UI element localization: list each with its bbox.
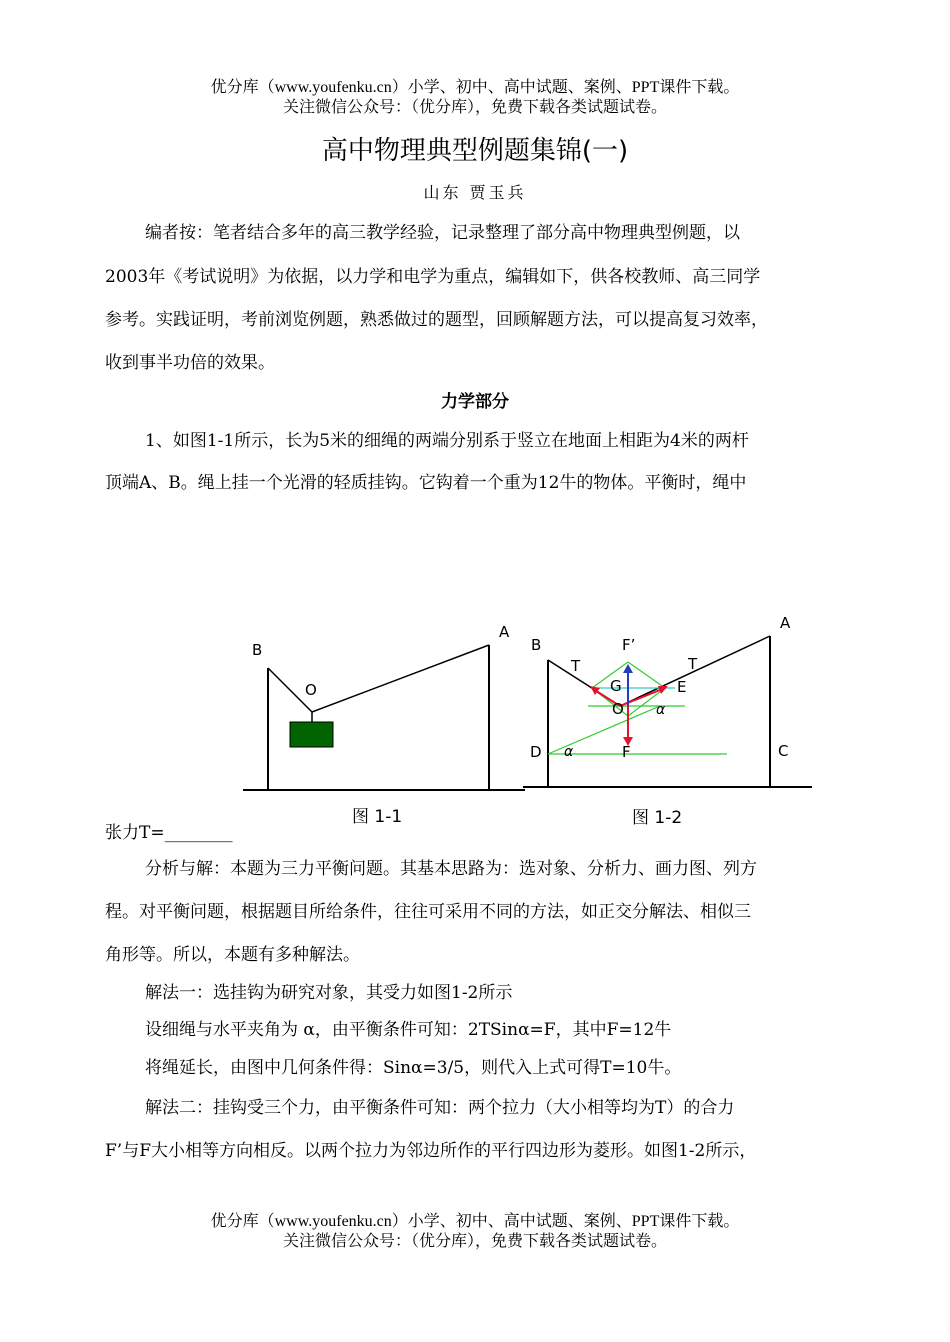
label-O: O [612,700,624,718]
figure-1-1-caption: 图 1-1 [352,807,403,827]
label-E: E [677,678,687,696]
label-C: C [778,742,789,760]
analysis-line: 角形等。所以，本题有多种解法。 [105,945,360,965]
analysis-line: 设细绳与水平夹角为 α，由平衡条件可知：2TSinα=F，其中F=12牛 [145,1020,672,1040]
figure-1-1 [243,623,525,827]
label-B: B [252,641,263,659]
label-T-left: T [571,657,581,675]
analysis-line: 程。对平衡问题，根据题目所给条件，往往可采用不同的方法，如正交分解法、相似三 [105,902,751,922]
figure-1-2-caption: 图 1-2 [632,808,683,828]
label-alpha: α [656,702,666,718]
label-A: A [780,614,791,632]
figures [0,600,950,840]
header-line-2: 关注微信公众号：（优分库），免费下载各类试题试卷。 [282,99,667,116]
author: 山东 贾玉兵 [423,183,527,202]
problem-line: 1、如图1-1所示，长为5米的细绳的两端分别系于竖立在地面上相距为4米的两杆 [145,431,749,451]
label-F: F [622,743,631,761]
label-G: G [610,677,622,695]
label-A: A [499,623,510,641]
intro-line: 收到事半功倍的效果。 [105,353,275,373]
label-alpha: α [564,744,574,760]
problem-line: 张力T=________ [105,823,233,843]
label-B: B [531,636,542,654]
header-line-1: 优分库（www.youfenku.cn）小学、初中、高中试题、案例、PPT课件下载。 [210,79,740,96]
intro-line: 2003年《考试说明》为依据，以力学和电学为重点，编辑如下，供各校教师、高三同学 [105,267,761,287]
section-heading: 力学部分 [441,392,509,412]
analysis-line: 将绳延长，由图中几何条件得：Sinα=3/5，则代入上式可得T=10牛。 [145,1058,682,1078]
figure-1-2 [523,614,812,828]
label-T-right: T [688,655,698,673]
analysis-line: F’与F大小相等方向相反。以两个拉力为邻边所作的平行四边形为菱形。如图1-2所示， [105,1141,757,1161]
problem-line: 顶端A、B。绳上挂一个光滑的轻质挂钩。它钩着一个重为12牛的物体。平衡时，绳中 [105,473,747,493]
analysis-line: 解法二：挂钩受三个力，由平衡条件可知：两个拉力（大小相等均为T）的合力 [145,1098,735,1118]
intro-line: 参考。实践证明，考前浏览例题，熟悉做过的题型，回顾解题方法，可以提高复习效率， [105,310,768,330]
intro-line: 编者按：笔者结合多年的高三教学经验，记录整理了部分高中物理典型例题，以 [145,223,740,243]
footer-line-1: 优分库（www.youfenku.cn）小学、初中、高中试题、案例、PPT课件下载。 [210,1213,740,1230]
analysis-line: 解法一：选挂钩为研究对象，其受力如图1-2所示 [145,983,513,1003]
label-O: O [305,681,317,699]
label-D: D [530,743,542,761]
analysis-line: 分析与解：本题为三力平衡问题。其基本思路为：选对象、分析力、画力图、列方 [145,859,757,879]
page-title: 高中物理典型例题集锦(一) [321,136,629,166]
footer-line-2: 关注微信公众号：（优分库），免费下载各类试题试卷。 [282,1233,667,1250]
weight-box [290,722,333,747]
label-F-prime: F’ [622,636,636,654]
